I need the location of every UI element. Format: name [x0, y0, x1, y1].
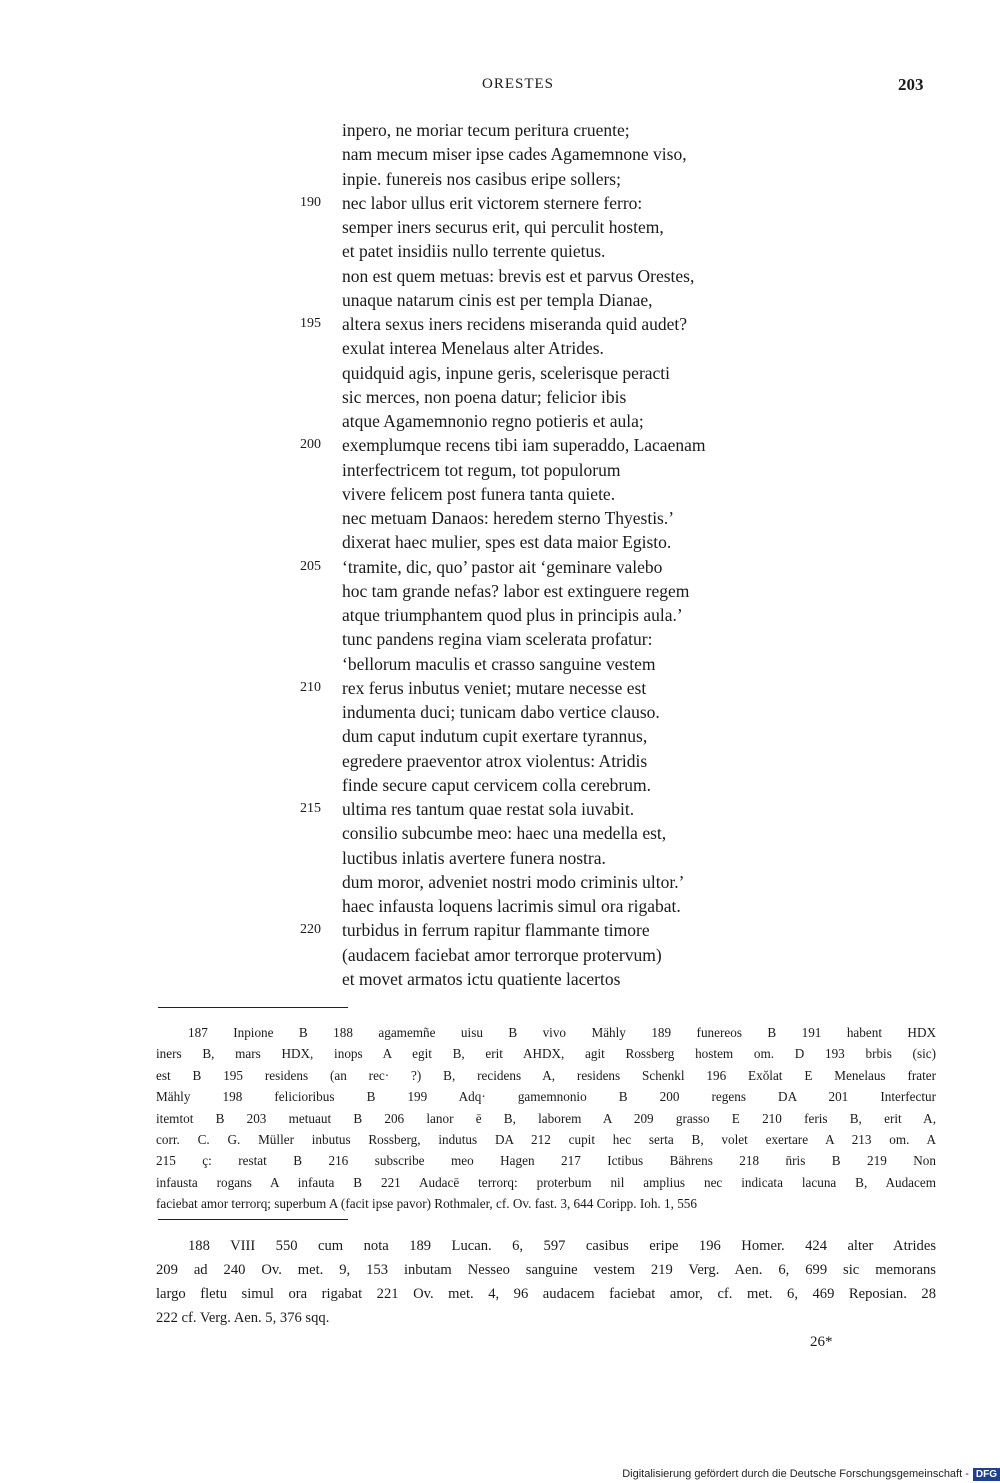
verse-line [300, 506, 860, 530]
verse-text-line: exulat interea Menelaus alter Atrides. [342, 338, 604, 359]
verse-text-line: ‘bellorum maculis et crasso sanguine vestem [342, 653, 656, 674]
verse-text-line: rex ferus inbutus veniet; mutare necesse est [342, 677, 647, 698]
verse-line [300, 724, 860, 748]
apparatus-line: est B 195 residens (an rec· ?) B, recidens A, residens Schenkl 196 Exŏlat E Menelaus frater [156, 1067, 936, 1083]
digitization-footer [604, 1465, 1000, 1483]
testimonia-notes [156, 1234, 936, 1330]
verse-line [300, 458, 860, 482]
verse-line [300, 555, 860, 579]
verse-text-line: dum caput indutum cupit exertare tyrannus, [342, 726, 648, 747]
testimonia-line: 209 ad 240 Ov. met. 9, 153 inbutam Nesseo sanguine vestem 219 Verg. Aen. 6, 699 sic memorans [156, 1262, 936, 1278]
verse-line [300, 773, 860, 797]
verse-text-line: quidquid agis, inpune geris, scelerisque peracti [342, 362, 671, 383]
verse-line [300, 239, 860, 263]
verse-text-line: sic merces, non poena datur; felicior ibis [342, 386, 627, 407]
dfg-logo-icon: DFG [973, 1468, 1000, 1481]
verse-line [300, 797, 860, 821]
verse-line [300, 894, 860, 918]
verse-line [300, 409, 860, 433]
verse-line [300, 385, 860, 409]
verse-text-line: vivere felicem post funera tanta quiete. [342, 483, 616, 504]
verse-line [300, 312, 860, 336]
verse-line [300, 627, 860, 651]
verse-line [300, 336, 860, 360]
line-number: 220 [300, 922, 321, 938]
verse-line [300, 191, 860, 215]
verse-line [300, 846, 860, 870]
verse-line [300, 918, 860, 942]
verse-text-line: semper iners securus erit, qui perculit hostem, [342, 217, 664, 237]
verse-text-line: atque Agamemnonio regno potieris et aula; [342, 411, 644, 431]
apparatus-line: Mähly 198 felicioribus B 199 Adq· gamemnonio B 200 regens DA 201 Interfectur [156, 1089, 936, 1105]
line-number: 195 [300, 316, 321, 331]
apparatus-line: corr. C. G. Müller inbutus Rossberg, indutus DA 212 cupit hec serta B, volet exertare A 213 om. A [156, 1132, 936, 1148]
verse-line [300, 603, 860, 627]
apparatus-line: iners B, mars HDX, inops A egit B, erit AHDX, agit Rossberg hostem om. D 193 brbis (sic) [156, 1046, 936, 1062]
verse-line [300, 215, 860, 239]
apparatus-line: infausta rogans A infauta B 221 Audacē terrorq: proterbum nil amplius nec indicata lacuna B, Audacem [156, 1174, 936, 1190]
verse-text-line: tunc pandens regina viam scelerata profatur: [342, 629, 653, 650]
verse-line [300, 676, 860, 700]
apparatus-line: itemtot B 203 metuaut B 206 lanor ē B, laborem A 209 grasso E 210 feris B, erit A, [156, 1110, 936, 1126]
verse-text-line: unaque natarum cinis est per templa Dianae, [342, 289, 653, 310]
testimonia-line: largo fletu simul ora rigabat 221 Ov. met. 4, 96 audacem faciebat amor, cf. met. 6, 469 Reposian. 28 [156, 1286, 936, 1302]
testimonia-line: 222 cf. Verg. Aen. 5, 376 sqq. [156, 1310, 330, 1326]
verse-text-line: interfectricem tot regum, tot populorum [342, 459, 621, 480]
verse-line [300, 361, 860, 385]
verse-text-line: hoc tam grande nefas? labor est extinguere regem [342, 580, 690, 601]
verse-text-line: luctibus inlatis avertere funera nostra. [342, 847, 606, 868]
verse-line [300, 870, 860, 894]
verse-line [300, 118, 860, 142]
verse-line [300, 749, 860, 773]
verse-line [300, 288, 860, 312]
verse-text-line: atque triumphantem quod plus in principis aula.’ [342, 605, 683, 625]
verse-text-line: egredere praeventor atrox violentus: Atridis [342, 750, 648, 771]
running-title: ORESTES [482, 76, 555, 92]
verse-line [300, 167, 860, 191]
apparatus-divider [158, 1007, 348, 1008]
verse-line [300, 652, 860, 676]
verse-text-line: dixerat haec mulier, spes est data maior Egisto. [342, 532, 672, 553]
verse-text-line: et movet armatos ictu quatiente lacertos [342, 968, 621, 989]
line-number: 200 [300, 437, 321, 453]
testimonia-divider [158, 1219, 348, 1220]
verse-line [300, 142, 860, 166]
signature-mark: 26* [810, 1334, 833, 1350]
line-number: 190 [300, 194, 321, 210]
apparatus-line: faciebat amor terrorq; superbum A (facit ipse pavor) Rothmaler, cf. Ov. fast. 3, 644 Coripp. Ioh. 1, 556 [156, 1196, 697, 1212]
verse-text-line: haec infausta loquens lacrimis simul ora rigabat. [342, 896, 681, 916]
line-number: 215 [300, 801, 321, 816]
verse-text-line: turbidus in ferrum rapitur flammante timore [342, 920, 650, 941]
verse-line [300, 967, 860, 991]
verse-text-line: exemplumque recens tibi iam superaddo, Lacaenam [342, 435, 706, 456]
verse-text-line: consilio subcumbe meo: haec una medella est, [342, 823, 667, 844]
line-number: 210 [300, 679, 321, 695]
verse-text-line: inpie. funereis nos casibus eripe sollers; [342, 168, 621, 189]
verse-text-line: et patet insidiis nullo terrente quietus. [342, 241, 606, 262]
verse-text-line: nec metuam Danaos: heredem sterno Thyestis.’ [342, 508, 675, 528]
verse-text-line: nam mecum miser ipse cades Agamemnone viso, [342, 144, 687, 165]
verse-text-line: altera sexus iners recidens miseranda quid audet? [342, 314, 688, 334]
page-number: 203 [898, 75, 924, 94]
verse-text-line: ultima res tantum quae restat sola iuvabit. [342, 799, 635, 819]
apparatus-line: 187 Inpione B 188 agamemñe uisu B vivo Mähly 189 funereos B 191 habent HDX [188, 1025, 936, 1040]
footer-text: Digitalisierung gefördert durch die Deutsche Forschungsgemeinschaft - [622, 1468, 969, 1480]
verse-line [300, 700, 860, 724]
verse-text [300, 118, 860, 991]
verse-line [300, 530, 860, 554]
verse-text-line: indumenta duci; tunicam dabo vertice clauso. [342, 702, 660, 722]
verse-line [300, 482, 860, 506]
verse-text-line: nec labor ullus erit victorem sternere ferro: [342, 192, 643, 213]
verse-line [300, 821, 860, 845]
verse-text-line: inpero, ne moriar tecum peritura cruente; [342, 120, 630, 140]
verse-text-line: non est quem metuas: brevis est et parvus Orestes, [342, 265, 695, 286]
verse-line [300, 943, 860, 967]
line-number: 205 [300, 558, 321, 574]
verse-line [300, 433, 860, 457]
apparatus-line: 215 ç: restat B 216 subscribe meo Hagen 217 Ictibus Bährens 218 n̄ris B 219 Non [156, 1153, 936, 1169]
critical-apparatus [156, 1022, 936, 1215]
verse-line [300, 579, 860, 603]
verse-text-line: dum moror, adveniet nostri modo criminis ultor.’ [342, 871, 685, 892]
verse-text-line: (audacem faciebat amor terrorque protervum) [342, 944, 662, 965]
testimonia-line: 188 VIII 550 cum nota 189 Lucan. 6, 597 casibus eripe 196 Homer. 424 alter Atrides [188, 1238, 936, 1254]
verse-text-line: finde secure caput cervicem colla cerebrum. [342, 774, 651, 795]
verse-text-line: ‘tramite, dic, quo’ pastor ait ‘geminare valebo [342, 556, 663, 577]
verse-line [300, 264, 860, 288]
